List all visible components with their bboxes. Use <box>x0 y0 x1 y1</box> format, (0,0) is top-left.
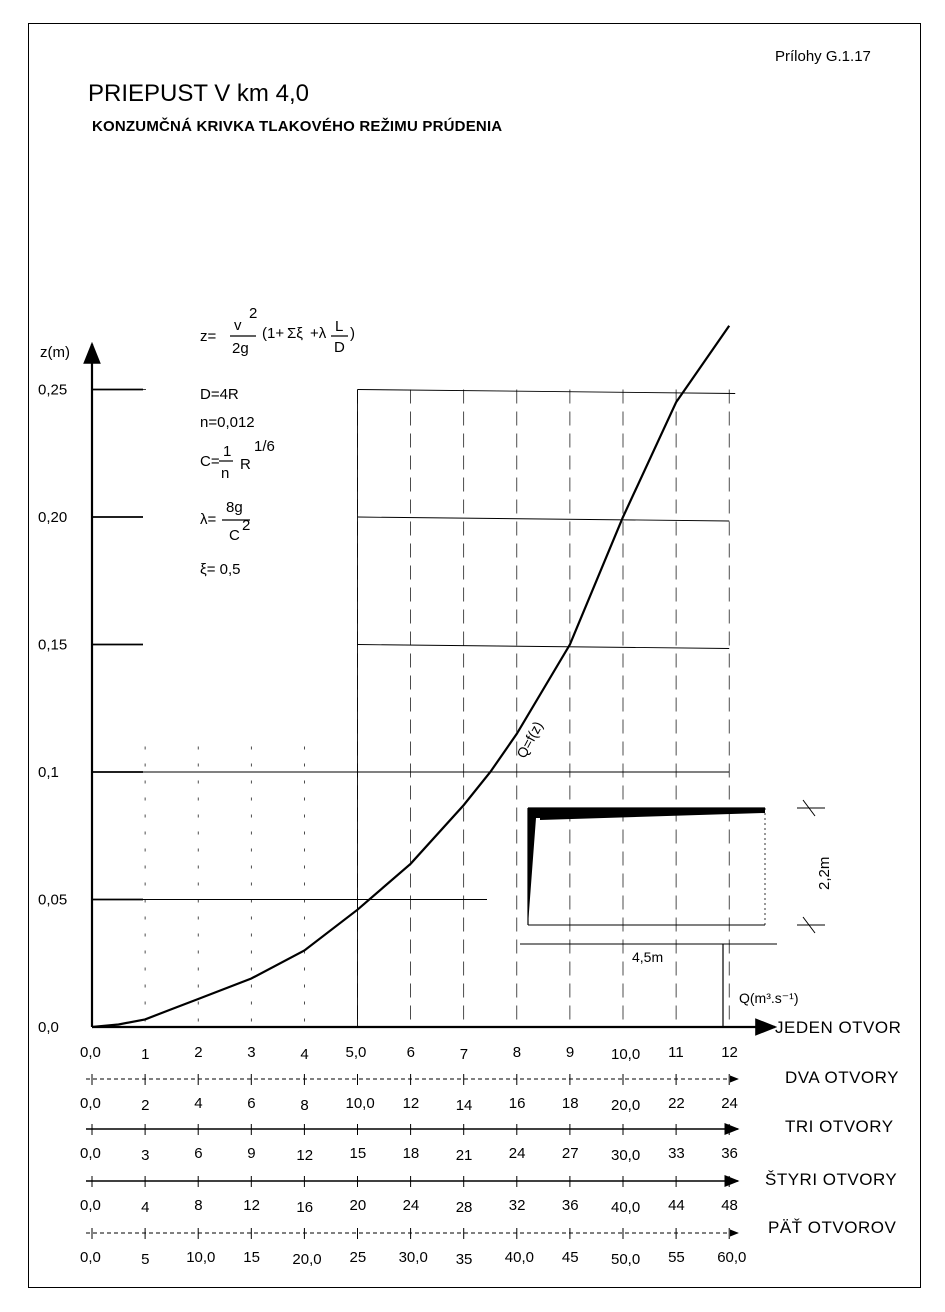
scale-tick-label: 55 <box>668 1249 685 1266</box>
scale-tick-label: 24 <box>508 1145 526 1162</box>
scale-tick-label: 12 <box>243 1197 260 1214</box>
scale-tick-label: 11 <box>668 1044 684 1061</box>
scale-name: ŠTYRI OTVORY <box>765 1170 898 1189</box>
scale-tick-label: 24 <box>721 1095 738 1112</box>
scale-tick-label: 24 <box>402 1197 420 1214</box>
scale-tick-label: 28 <box>455 1199 473 1216</box>
scale-tick-label: 20 <box>349 1197 367 1214</box>
inset-width-label: 4,5m <box>632 949 664 965</box>
x-axis-label: Q(m³.s⁻¹) <box>739 990 799 1006</box>
formula-block <box>200 305 355 578</box>
scale-tick-label: 4 <box>141 1199 150 1216</box>
scale-tick-label: 33 <box>668 1145 685 1162</box>
formula-lambda-den: C <box>229 527 240 544</box>
scale-tick-label: 1 <box>141 1046 150 1063</box>
formula-z-lhs: z= <box>200 328 217 345</box>
scale-tick-label: 8 <box>300 1097 309 1114</box>
formula-d: D=4R <box>200 386 239 403</box>
formula-lambda-exp: 2 <box>242 517 251 534</box>
scale-tick-label: 15 <box>243 1249 260 1266</box>
scale-tick-label: 27 <box>561 1145 579 1162</box>
grid-hline <box>358 517 730 521</box>
scale-tick-label: 30,0 <box>398 1249 428 1266</box>
formula-c-lhs: C= <box>200 453 220 470</box>
scale-tick-label: 32 <box>508 1197 526 1214</box>
scale-tick-label: 40,0 <box>611 1199 641 1216</box>
y-tick-label: 0,20 <box>38 509 68 526</box>
scale-tick-label: 6 <box>247 1095 256 1112</box>
formula-c-r: R <box>240 456 251 473</box>
y-ticks <box>38 382 143 1037</box>
scale-tick-label: 5 <box>141 1251 150 1268</box>
scale-tick-label: 12 <box>402 1095 420 1112</box>
scale-tick-label: 20,0 <box>611 1097 641 1114</box>
scale-tick-label: 8 <box>512 1044 522 1061</box>
scale-tick-label: 8 <box>194 1197 203 1214</box>
scale-tick-label: 0,0 <box>80 1044 101 1061</box>
scale-tick-label: 50,0 <box>611 1251 641 1268</box>
scale-tick-label: 4 <box>300 1046 309 1063</box>
scale-name: JEDEN OTVOR <box>775 1018 902 1037</box>
scale-tick-label: 9 <box>565 1044 575 1061</box>
formula-z-num: v <box>234 317 242 334</box>
y-tick-label: 0,25 <box>38 381 68 399</box>
formula-lambda-lhs: λ= <box>200 511 217 528</box>
scale-tick-label: 16 <box>508 1095 526 1112</box>
scale-tick-label: 18 <box>561 1095 579 1112</box>
formula-z-frac-num: L <box>335 318 344 335</box>
scale-tick-label: 0,0 <box>80 1197 101 1214</box>
curve-label: Q=f(z) <box>513 718 546 761</box>
formula-z-den: 2g <box>232 340 249 357</box>
scale-tick-label: 6 <box>194 1145 203 1162</box>
scale-tick-label: 36 <box>721 1145 738 1162</box>
scale-tick-label: 10,0 <box>186 1249 216 1266</box>
culvert-inset <box>520 800 833 965</box>
scale-tick-label: 35 <box>455 1251 473 1268</box>
scale-tick-label: 25 <box>349 1249 367 1266</box>
scale-tick-label: 60,0 <box>717 1249 747 1266</box>
scale-tick-label: 0,0 <box>80 1145 101 1162</box>
formula-lambda-num: 8g <box>226 499 243 516</box>
y-tick-label: 0,15 <box>38 636 68 654</box>
scale-tick-label: 4 <box>194 1095 203 1112</box>
grid-hline <box>358 390 736 394</box>
formula-z-bracket-c: +λ <box>310 325 327 342</box>
scale-tick-label: 10,0 <box>611 1046 641 1063</box>
scale-tick-label: 40,0 <box>504 1249 535 1266</box>
y-tick-label: 0,1 <box>38 764 59 781</box>
scale-tick-label: 3 <box>247 1044 256 1061</box>
formula-c-den: n <box>221 465 230 482</box>
scale-tick-label: 6 <box>406 1044 415 1061</box>
scale-tick-label: 48 <box>721 1197 738 1214</box>
scale-tick-label: 2 <box>141 1097 150 1114</box>
scale-tick-label: 12 <box>296 1147 314 1164</box>
scale-tick-label: 0,0 <box>80 1249 101 1266</box>
scale-tick-label: 9 <box>247 1145 256 1162</box>
formula-n: n=0,012 <box>200 414 255 431</box>
y-tick-label: 0,0 <box>38 1019 59 1036</box>
formula-c-exp: 1/6 <box>254 438 275 455</box>
formula-z-exp: 2 <box>249 305 258 322</box>
page-subtitle: KONZUMČNÁ KRIVKA TLAKOVÉHO REŽIMU PRÚDENIA <box>92 118 503 135</box>
culvert-wall-hatch <box>528 808 548 925</box>
scale-tick-label: 22 <box>668 1095 685 1112</box>
scale-tick-label: 45 <box>561 1249 579 1266</box>
scale-tick-label: 20,0 <box>292 1251 322 1268</box>
scale-tick-label: 3 <box>141 1147 150 1164</box>
discharge-scales <box>80 1018 901 1268</box>
scale-name: TRI OTVORY <box>785 1117 894 1136</box>
y-axis-label: z(m) <box>40 344 70 361</box>
scale-tick-label: 2 <box>194 1044 203 1061</box>
scale-tick-label: 15 <box>349 1145 367 1162</box>
scale-tick-label: 7 <box>459 1046 469 1063</box>
scale-tick-label: 36 <box>561 1197 579 1214</box>
attachment-label: Prílohy G.1.17 <box>775 48 871 65</box>
scale-tick-label: 10,0 <box>345 1095 375 1112</box>
inset-height-label: 2,2m <box>816 856 833 890</box>
scale-tick-label: 12 <box>721 1044 738 1061</box>
scale-tick-label: 0,0 <box>80 1095 101 1112</box>
formula-z-bracket-a: (1+ <box>262 325 285 342</box>
grid-hline <box>358 645 730 649</box>
scale-tick-label: 14 <box>455 1097 473 1114</box>
formula-xi: ξ= 0,5 <box>200 561 241 578</box>
scale-tick-label: 18 <box>402 1145 420 1162</box>
scale-tick-label: 44 <box>668 1197 685 1214</box>
formula-z-bracket-b: Σξ <box>287 325 303 342</box>
y-tick-label: 0,05 <box>38 891 68 909</box>
scale-name: DVA OTVORY <box>785 1068 899 1087</box>
scale-tick-label: 21 <box>455 1147 473 1164</box>
page-title: PRIEPUST V km 4,0 <box>88 80 309 107</box>
formula-z-frac-den: D <box>334 339 345 356</box>
scale-name: PÄŤ OTVOROV <box>768 1218 897 1237</box>
scale-tick-label: 5,0 <box>345 1044 367 1061</box>
scale-tick-label: 30,0 <box>611 1147 641 1164</box>
formula-z-close: ) <box>350 325 355 342</box>
scale-tick-label: 16 <box>296 1199 314 1216</box>
formula-c-num: 1 <box>223 443 232 460</box>
